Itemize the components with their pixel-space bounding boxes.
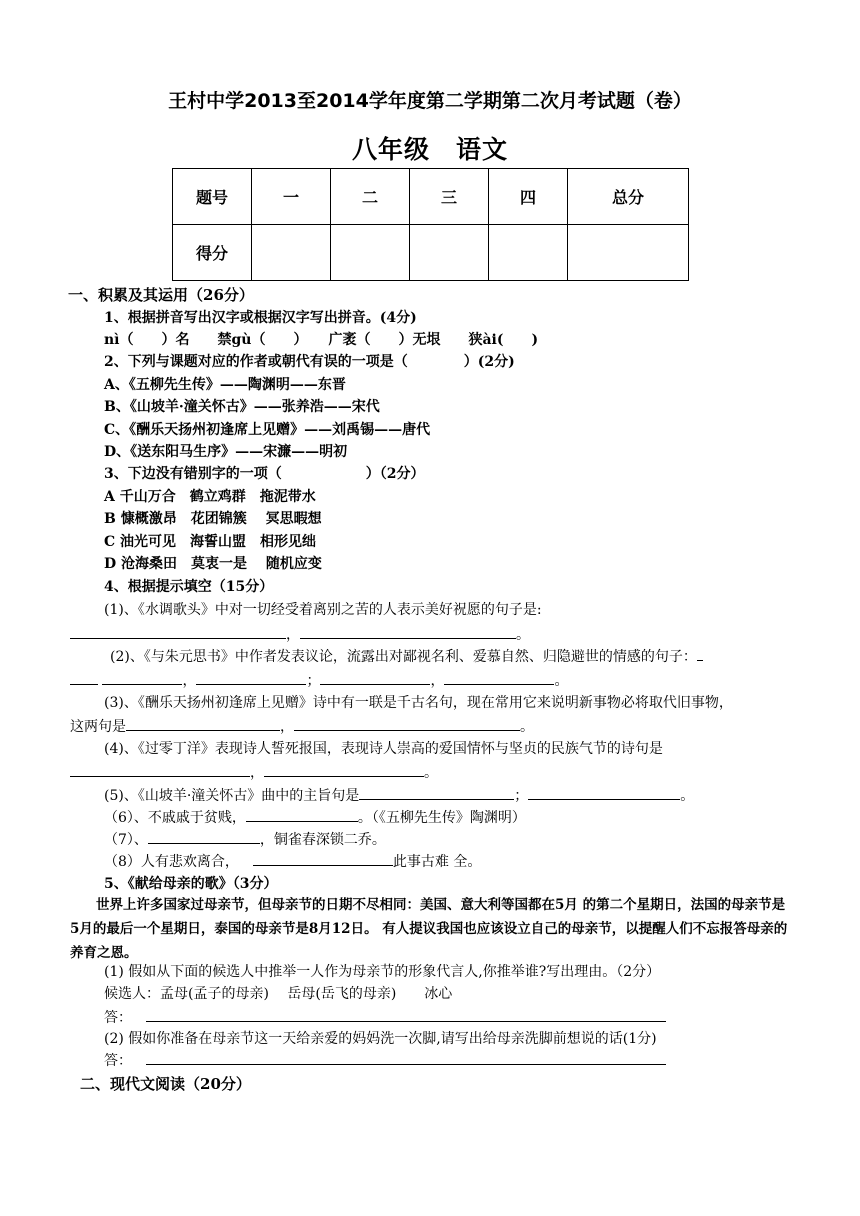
q3-option-d: D 沧海桑田 莫衷一是 随机应变 — [104, 556, 322, 572]
q4-s4-blanks[interactable]: ， 。 — [70, 762, 438, 783]
q4-s3b: 这两句是 — [70, 719, 126, 735]
q4-s7b: ，铜雀春深锁二乔。 — [259, 832, 386, 848]
q5-p2: (2) 假如你准备在母亲节这一天给亲爱的妈妈洗一次脚,请写出给母亲洗脚前想说的话(1分) — [104, 1031, 657, 1047]
q4-s8-line[interactable] — [104, 851, 481, 872]
table-cell: 一 — [252, 169, 331, 225]
q5-stem: 5、《献给母亲的歌》（3分） — [104, 876, 278, 892]
score-cell[interactable] — [410, 225, 489, 281]
score-table-score-row — [173, 225, 689, 281]
score-table-header-row — [173, 169, 689, 225]
exam-subtitle: 八年级 语文 — [351, 135, 508, 164]
answer-label: 答： — [104, 1053, 132, 1069]
q4-stem: 4、根据提示填空（15分） — [104, 579, 274, 595]
q4-s6-line[interactable] — [104, 807, 526, 828]
table-cell: 题号 — [173, 169, 252, 225]
q2-option-b: B、《山坡羊·潼关怀古》——张养浩——宋代 — [104, 399, 380, 415]
q2-option-a: A、《五柳先生传》——陶渊明——东晋 — [104, 377, 346, 393]
q2-stem: 2、下列与课题对应的作者或朝代有误的一项是（ ）(2分) — [104, 354, 515, 370]
table-cell: 得分 — [173, 225, 252, 281]
q3-stem: 3、下边没有错别字的一项（ ）（2分） — [104, 466, 425, 482]
score-table — [172, 168, 689, 281]
table-cell: 四 — [489, 169, 568, 225]
score-cell[interactable] — [489, 225, 568, 281]
answer-label: 答： — [104, 1010, 132, 1026]
q4-s7a: （7）、 — [104, 832, 148, 848]
table-cell: 总分 — [568, 169, 689, 225]
section1-heading: 一、积累及其运用（26分） — [68, 286, 254, 304]
score-cell[interactable] — [331, 225, 410, 281]
q4-s5-line[interactable]: (5)、《山坡羊·潼关怀古》曲中的主旨句是 ； 。 — [104, 785, 694, 806]
table-cell: 三 — [410, 169, 489, 225]
q4-s6a: （6）、不戚戚于贫贱， — [104, 810, 246, 826]
q5-passage: 世界上许多国家过母亲节，但母亲节的日期不尽相同：美国、意大利等国都在5月 的第二个星期日，法国的母亲节是5月的最后一个星期日，泰国的母亲节是8月12日。 有人提议我国也应该设立自己的母亲节，以提醒人们不忘报答母亲的养育之恩。 — [70, 897, 788, 961]
q3-option-c: C 油光可见 海誓山盟 相形见绌 — [104, 534, 317, 550]
q3-option-b: B 慷概激昂 花团锦簇 冥思暇想 — [104, 511, 322, 527]
q3-option-a: A 千山万合 鹤立鸡群 拖泥带水 — [104, 489, 316, 505]
q4-s1-blanks[interactable]: ， 。 — [70, 624, 530, 645]
q4-s7-line[interactable] — [104, 829, 386, 850]
q5-candidates: 候选人：孟母(孟子的母亲) 岳母(岳飞的母亲) 冰心 — [104, 986, 453, 1002]
q2-option-d: D、《送东阳马生序》——宋濂——明初 — [104, 444, 348, 460]
q1-items: nì（ ）名 禁gù（ ） 广袤（ ）无垠 狭ài( ) — [104, 332, 539, 348]
q5-answer-2[interactable] — [104, 1050, 666, 1071]
q4-s6b: 。（《五柳先生传》陶渊明） — [357, 810, 526, 826]
q4-s2: (2)、《与朱元思书》中作者发表议论，流露出对鄙视名利、爱慕自然、归隐避世的情感的句子： — [110, 646, 703, 667]
q4-s2-blanks[interactable]: ， ； ， 。 — [70, 670, 568, 691]
q4-s3a: (3)、《酬乐天扬州初逢席上见赠》诗中有一联是千古名句，现在常用它来说明新事物必将取代旧事物， — [104, 695, 733, 711]
table-cell: 二 — [331, 169, 410, 225]
q4-s8b: 此事古难 全。 — [392, 854, 482, 870]
q4-s8a: （8）人有悲欢离合， — [104, 854, 239, 870]
q4-s1: (1)、《水调歌头》中对一切经受着离别之苦的人表示美好祝愿的句子是: — [104, 602, 542, 618]
q4-s5: (5)、《山坡羊·潼关怀古》曲中的主旨句是 — [104, 788, 360, 804]
q4-s3-line[interactable]: 这两句是 ， 。 — [70, 716, 534, 737]
total-score-cell[interactable] — [568, 225, 689, 281]
score-cell[interactable] — [252, 225, 331, 281]
q1-stem: 1、根据拼音写出汉字或根据汉字写出拼音。(4分) — [104, 310, 417, 326]
q5-p1: (1) 假如从下面的候选人中推举一人作为母亲节的形象代言人,你推举谁?写出理由。（2分） — [104, 964, 661, 980]
section2-heading: 二、现代文阅读（20分） — [80, 1075, 251, 1093]
q4-s4: (4)、《过零丁洋》表现诗人誓死报国，表现诗人崇高的爱国情怀与坚贞的民族气节的诗句是 — [104, 741, 663, 757]
q2-option-c: C、《酬乐天扬州初逢席上见赠》——刘禹锡——唐代 — [104, 422, 431, 438]
q5-answer-1[interactable] — [104, 1007, 666, 1028]
exam-title: 王村中学2013至2014学年度第二学期第二次月考试题（卷） — [168, 90, 692, 112]
